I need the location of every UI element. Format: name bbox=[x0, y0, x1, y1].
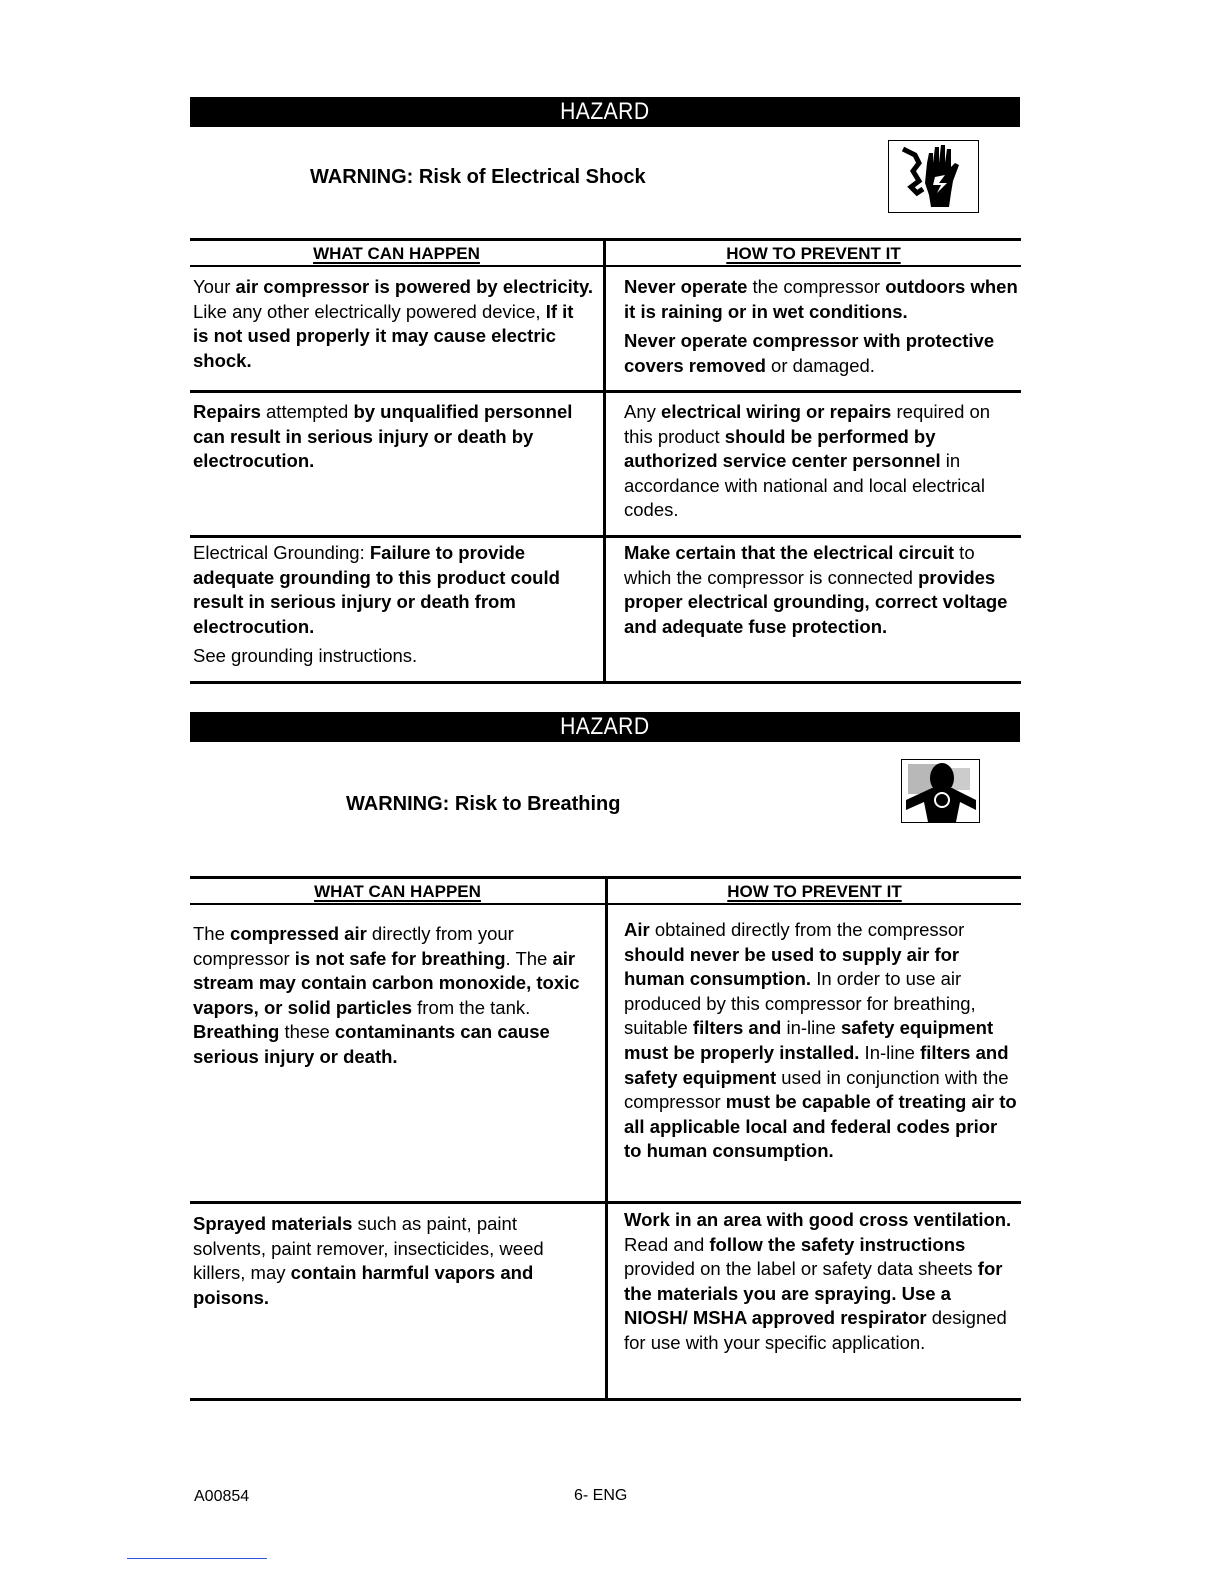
bold-text: should be performed by authorized service center personnel bbox=[624, 425, 941, 472]
how-to-prevent-cell bbox=[624, 400, 1019, 523]
cell-paragraph bbox=[193, 275, 593, 373]
text: provided on the label or safety data sheets bbox=[624, 1258, 978, 1280]
how-to-prevent-cell bbox=[624, 1208, 1019, 1356]
link-underline[interactable] bbox=[127, 1558, 267, 1559]
cell-paragraph bbox=[624, 275, 1019, 324]
bold-text: Never operate compressor with protective covers removed bbox=[624, 330, 995, 376]
bold-text: filters and bbox=[692, 1017, 782, 1039]
bold-text: Air bbox=[624, 919, 650, 940]
document-code: A00854 bbox=[194, 1488, 250, 1505]
text: See grounding instructions. bbox=[193, 645, 418, 667]
column-divider bbox=[605, 876, 608, 1401]
bold-text: safety equipment must be properly installed. bbox=[624, 1017, 994, 1063]
row-divider bbox=[190, 535, 1021, 538]
page-number: 6- ENG bbox=[574, 1487, 628, 1504]
bold-text: follow the safety instructions bbox=[709, 1233, 966, 1255]
row-divider bbox=[190, 390, 1021, 393]
cell-paragraph bbox=[624, 1208, 1019, 1356]
text: Read and bbox=[624, 1233, 710, 1255]
text: In order to use air produced by this compressor for breathing, suitable bbox=[624, 968, 976, 1039]
table-bottom-rule bbox=[190, 1398, 1021, 1401]
how-to-prevent-cell bbox=[624, 275, 1019, 378]
warning-title-breathing: WARNING: Risk to Breathing bbox=[346, 793, 621, 815]
text: The bbox=[193, 923, 231, 944]
table-bottom-rule bbox=[190, 681, 1021, 684]
cell-paragraph bbox=[193, 922, 593, 1070]
text: or damaged. bbox=[765, 354, 875, 376]
column-header-how-to-prevent: HOW TO PREVENT IT bbox=[727, 882, 902, 901]
text: . The bbox=[505, 947, 553, 969]
bold-text: electrical wiring or repairs bbox=[661, 401, 892, 422]
column-header-how-to-prevent: HOW TO PREVENT IT bbox=[726, 244, 901, 263]
cell-paragraph bbox=[624, 329, 1019, 378]
bold-text: Make certain that the electrical circuit bbox=[624, 542, 955, 563]
cell-paragraph bbox=[624, 541, 1019, 639]
bold-text: contaminants can cause serious injury or death. bbox=[193, 1021, 550, 1067]
column-header-what-can-happen: WHAT CAN HAPPEN bbox=[313, 244, 480, 263]
bold-text: filters and safety equipment bbox=[624, 1041, 1009, 1088]
cell-paragraph bbox=[193, 400, 593, 474]
bold-text: Breathing bbox=[193, 1021, 280, 1043]
text: used in conjunction with the compressor bbox=[624, 1066, 1009, 1113]
what-can-happen-cell bbox=[193, 922, 593, 1070]
text: such as paint, paint solvents, paint remover, insecticides, weed killers, may bbox=[193, 1213, 544, 1284]
bold-text: Repairs bbox=[193, 401, 261, 422]
cell-paragraph bbox=[624, 400, 1019, 523]
what-can-happen-cell bbox=[193, 400, 593, 474]
text: in-line bbox=[781, 1017, 841, 1039]
text: Electrical Grounding: bbox=[193, 542, 370, 563]
electric-shock-hand-icon bbox=[888, 140, 979, 213]
text: designed for use with your specific application. bbox=[624, 1307, 1007, 1353]
bold-text: Sprayed materials bbox=[193, 1213, 353, 1234]
bold-text: by unqualified personnel can result in serious injury or death by electrocution. bbox=[193, 401, 573, 472]
text: attempted bbox=[260, 401, 354, 422]
text: directly from your compressor bbox=[193, 923, 514, 969]
bold-text: air stream may contain carbon monoxide, toxic vapors, or solid particles bbox=[193, 947, 580, 1018]
cell-paragraph bbox=[193, 644, 593, 669]
text: required on this product bbox=[624, 401, 991, 447]
bold-text: provides proper electrical grounding, correct voltage and adequate fuse protection. bbox=[624, 566, 1008, 637]
text: to which the compressor is connected bbox=[624, 542, 975, 588]
bold-text: Never operate bbox=[624, 276, 748, 297]
text: in accordance with national and local electrical codes. bbox=[624, 450, 985, 521]
bold-text: compressed air bbox=[230, 923, 367, 944]
bold-text: for the materials you are spraying. Use a NIOSH/ MSHA approved respirator bbox=[624, 1258, 1003, 1329]
text: Any bbox=[624, 401, 662, 422]
bold-text: Work in an area with good cross ventilation. bbox=[624, 1209, 1012, 1230]
bold-text: air compressor is powered by electricity. bbox=[235, 276, 594, 297]
what-can-happen-cell bbox=[193, 275, 593, 373]
cell-paragraph bbox=[624, 918, 1019, 1164]
warning-title-electrical-shock: WARNING: Risk of Electrical Shock bbox=[310, 166, 646, 188]
column-header-what-can-happen: WHAT CAN HAPPEN bbox=[314, 882, 481, 901]
bold-text: contain harmful vapors and poisons. bbox=[193, 1262, 534, 1308]
bold-text: If it is not used properly it may cause electric shock. bbox=[193, 300, 574, 371]
bold-text: must be capable of treating air to all applicable local and federal codes prior to human consumption. bbox=[624, 1091, 1017, 1162]
text: obtained directly from the compressor bbox=[649, 919, 965, 940]
bold-text: should never be used to supply air for human consumption. bbox=[624, 943, 960, 990]
text: the compressor bbox=[747, 276, 886, 297]
text: Like any other electrically powered device, bbox=[193, 300, 546, 322]
what-can-happen-cell bbox=[193, 1212, 593, 1310]
text: In-line bbox=[859, 1041, 921, 1063]
bold-text: outdoors when it is raining or in wet conditions. bbox=[624, 276, 1018, 322]
respiratory-hazard-icon bbox=[901, 759, 980, 823]
text: these bbox=[279, 1021, 335, 1043]
how-to-prevent-cell bbox=[624, 541, 1019, 639]
what-can-happen-cell bbox=[193, 541, 593, 669]
how-to-prevent-cell bbox=[624, 918, 1019, 1164]
row-divider bbox=[190, 1201, 1021, 1204]
text: Your bbox=[193, 276, 236, 297]
cell-paragraph bbox=[193, 541, 593, 639]
cell-paragraph bbox=[193, 1212, 593, 1310]
bold-text: is not safe for breathing bbox=[294, 947, 506, 969]
hazard-banner: HAZARD bbox=[190, 712, 1020, 742]
text: from the tank. bbox=[412, 996, 531, 1018]
hazard-banner: HAZARD bbox=[190, 97, 1020, 127]
column-divider bbox=[603, 238, 606, 683]
bold-text: Failure to provide adequate grounding to this product could result in serious injury or death from electrocution. bbox=[193, 542, 560, 637]
